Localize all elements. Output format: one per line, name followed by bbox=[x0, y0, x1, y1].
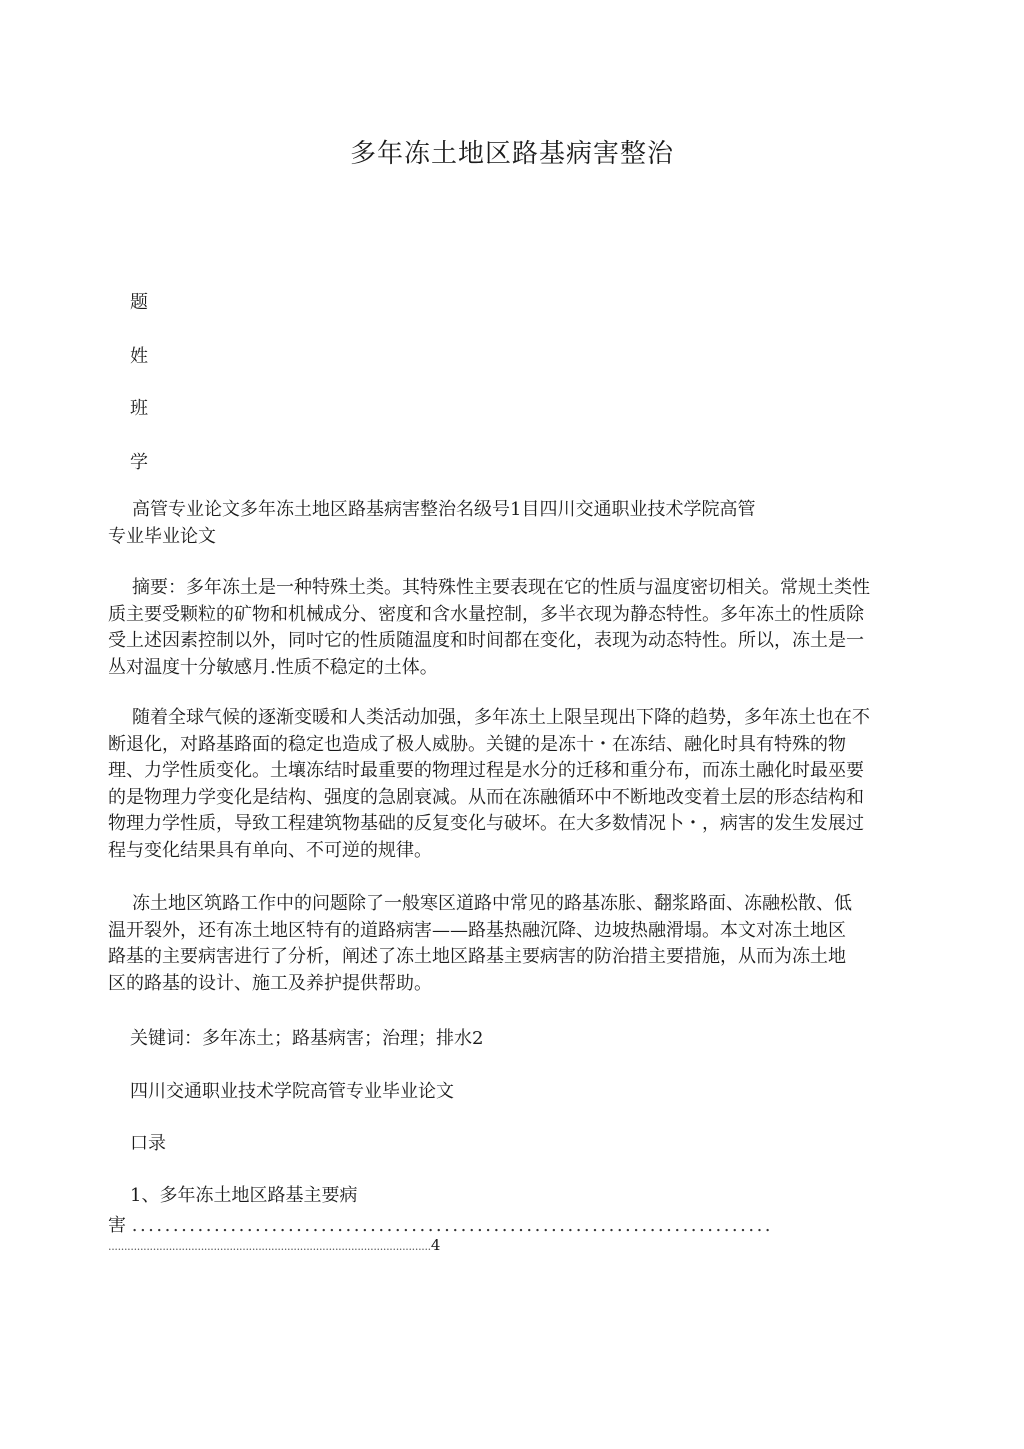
keywords-line: 关键词：多年冻土；路基病害；治理；排水2 bbox=[130, 1028, 484, 1049]
toc-item-1-page: 4 bbox=[430, 1236, 441, 1254]
field-label-class: 班 bbox=[130, 398, 148, 419]
field-label-topic: 题 bbox=[130, 292, 148, 313]
abstract-paragraph: 摘要：多年冻土是一种特殊土类。其特殊性主要表现在它的性质与温度密切相关。常规土类性质主要受颗粒的矿物和机械成分、密度和含水量控制，多半衣现为静态特性。多年冻土的性质除受上述因素控制以外，同吋它的性质随温度和时间都在变化，表现为动态特性。所以，冻土是一丛对温度十分敏感月.性质不稳定的土体。 bbox=[108, 577, 870, 678]
body-paragraph-2: 随着全球气候的逐渐变暖和人类活动加强，多年冻土上限呈现出下降的趋势，多年冻土也在不断退化，对路基路面的稳定也造成了极人威胁。关键的是冻十・在冻结、融化时具有特殊的物理、力学性质变化。土壤冻结时最重要的物理过程是水分的迁移和重分布，而冻土融化时最巫要的是物理力学变化是结构、强度的急剧衰减。从而在冻融循环中不断地改变着土层的形态结构和物理力学性质，导致工程建筑物基础的反复变化与破坏。在大多数情况卜・，病害的发生发展过程与变化结果具有单向、不可逆的规律。 bbox=[108, 707, 870, 861]
toc-item-1-title-cont: 害 bbox=[108, 1215, 126, 1236]
toc-heading: 口录 bbox=[130, 1133, 166, 1154]
toc-item-1-title: 1、多年冻土地区路基主要病 bbox=[130, 1185, 358, 1206]
toc-leader-dots: .............................................................................. bbox=[131, 1215, 774, 1236]
cover-info-line: 高管专业论文多年冻土地区路基病害整治名级号1目四川交通职业技术学院高管 专业毕业论文 bbox=[108, 499, 756, 547]
toc-leader-dots-2: ..................................................................................................... bbox=[108, 1240, 431, 1253]
toc-item-1-row[interactable] bbox=[108, 1211, 908, 1237]
toc-item-1-page-row bbox=[108, 1236, 440, 1254]
field-label-student-id: 学 bbox=[130, 452, 148, 473]
field-label-name: 姓 bbox=[130, 346, 148, 367]
document-title: 多年冻土地区路基病害整治 bbox=[349, 139, 674, 169]
body-paragraph-3: 冻土地区筑路工作中的问题除了一般寒区道路中常见的路基冻胀、翻浆路面、冻融松散、低温开裂外，还有冻土地区特有的道路病害——路基热融沉降、边坡热融滑塌。本文对冻土地区路基的主要病害进行了分析，阐述了冻土地区路基主要病害的防治措主要措施，从而为冻土地区的路基的设计、施工及养护提供帮助。 bbox=[108, 893, 852, 994]
school-line: 四川交通职业技术学院高管专业毕业论文 bbox=[130, 1081, 454, 1102]
